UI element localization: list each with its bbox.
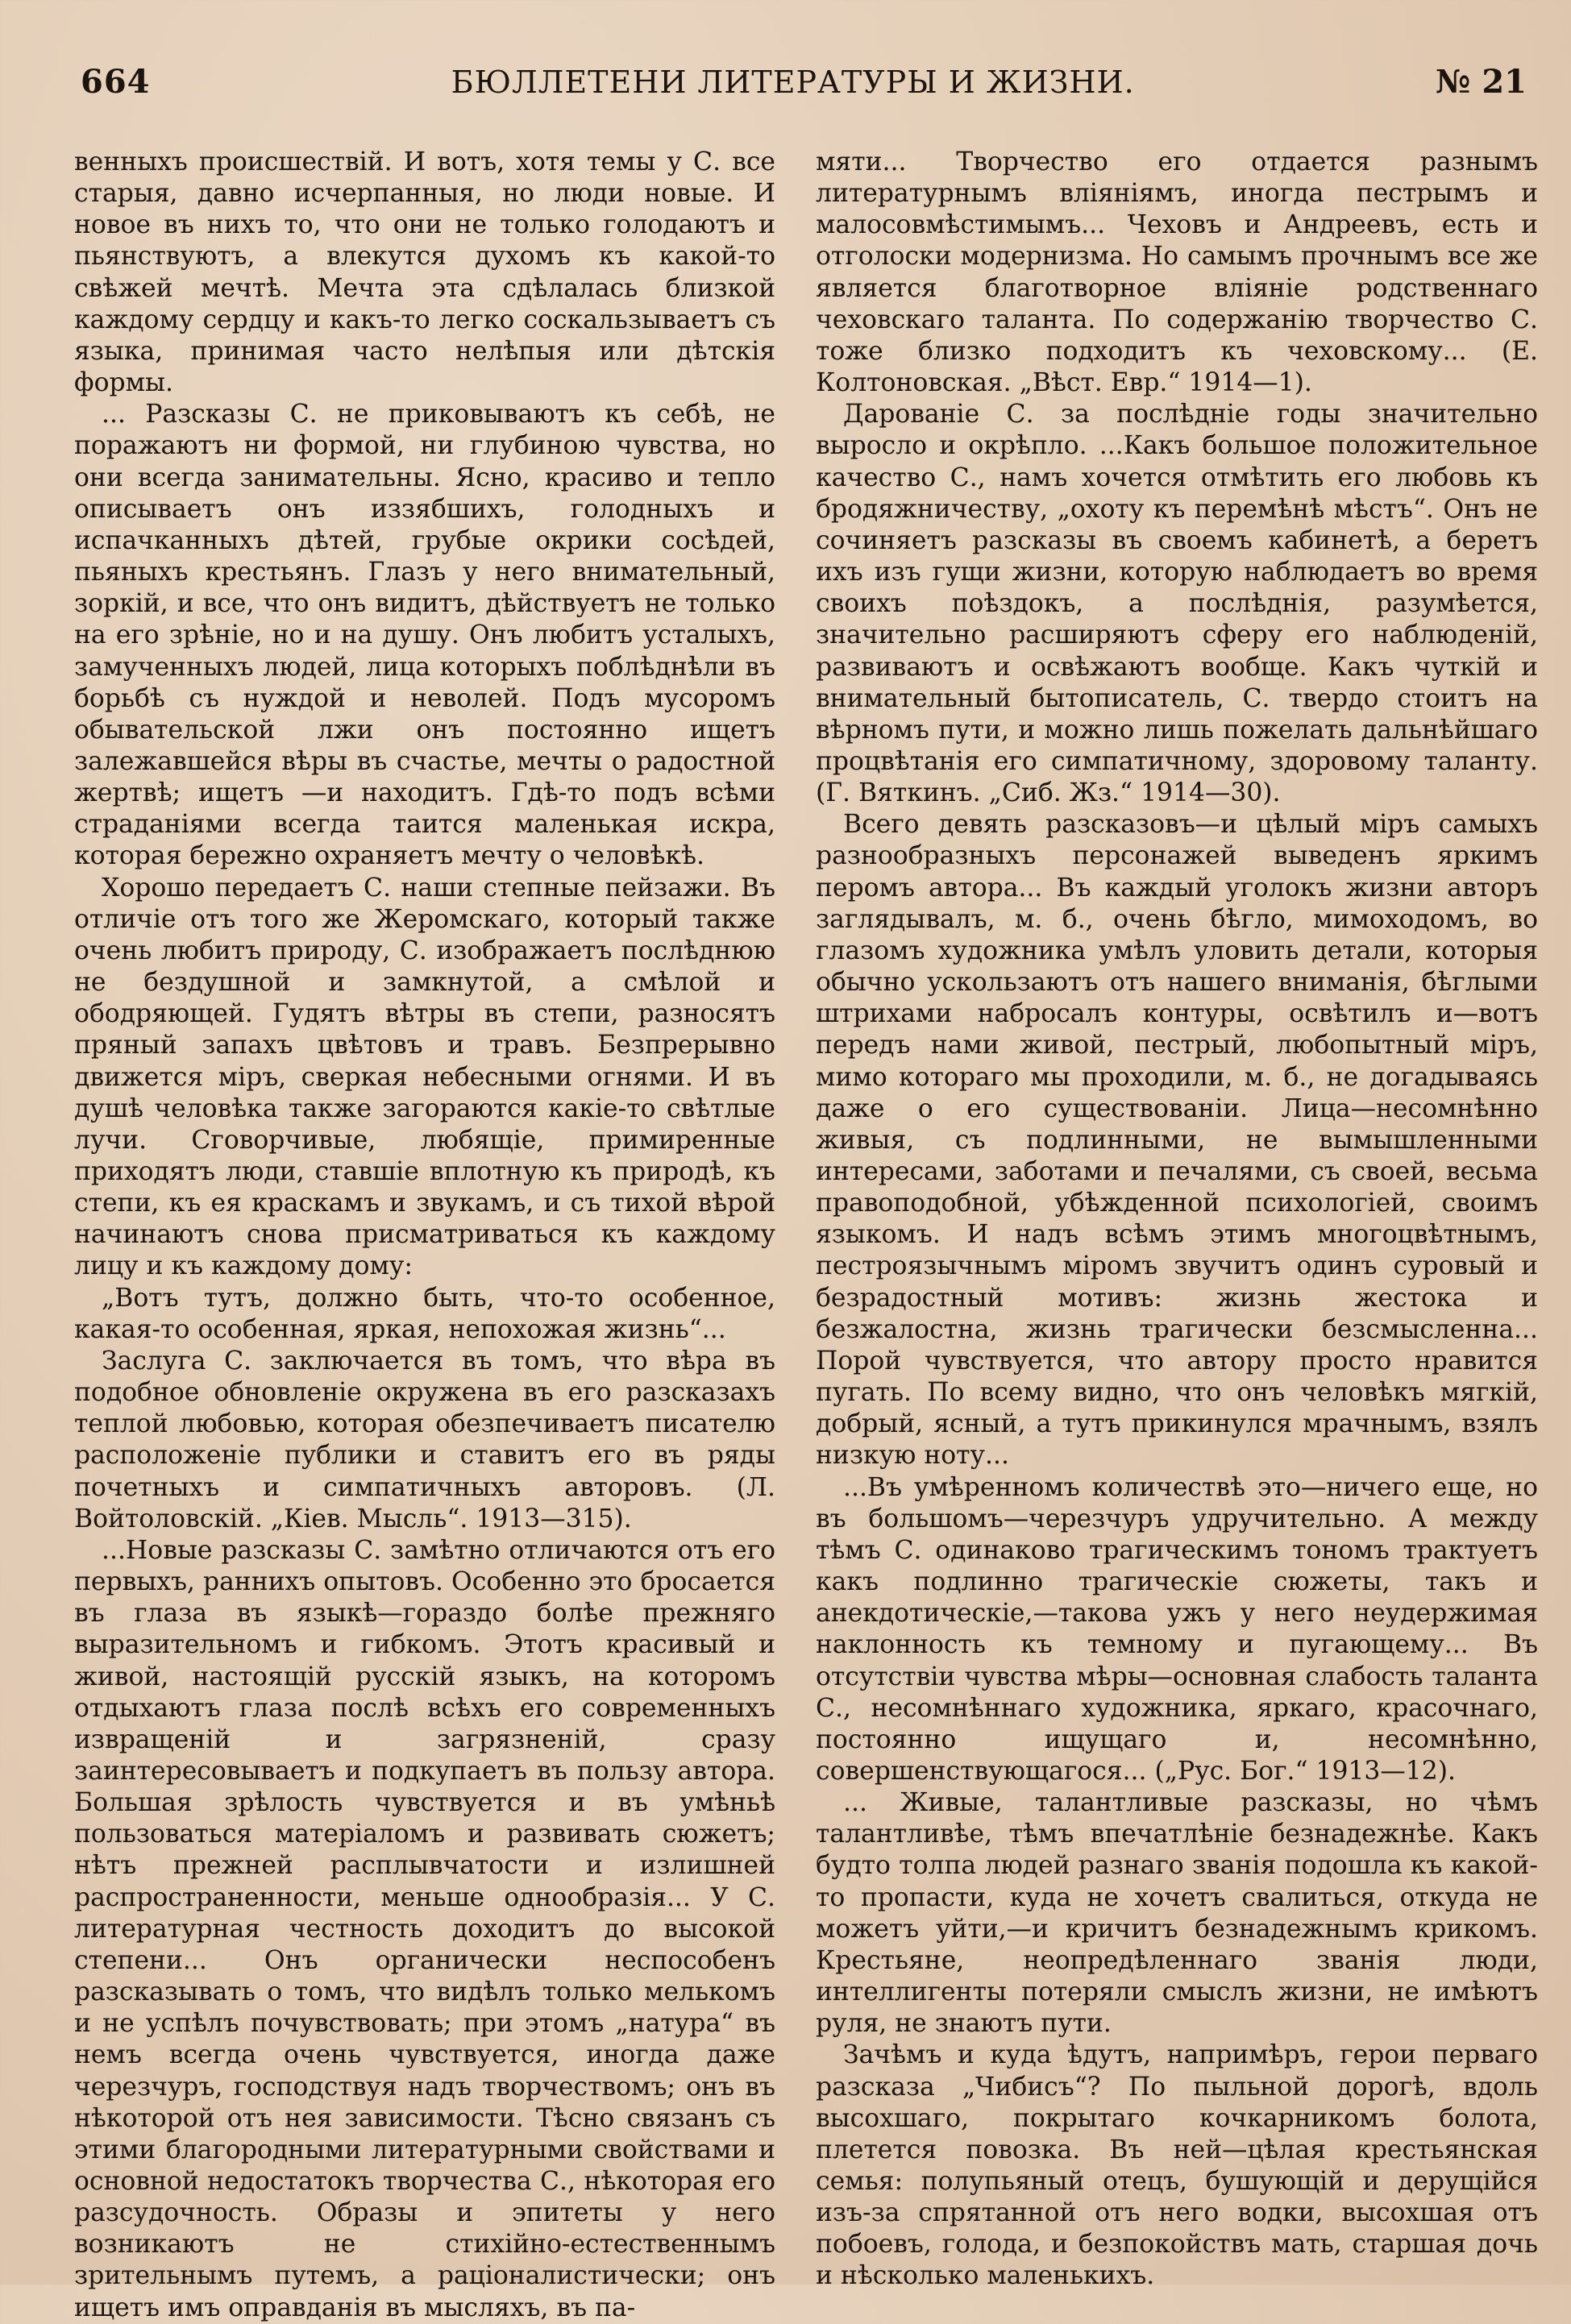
paragraph: венныхъ происшествій. И вотъ, хотя темы у С. все старыя, давно исчерпанныя, но люди новые. И новое въ нихъ то, что они не только голодаютъ и пьянствуютъ, а влекутся духомъ къ какой-то свѣжей мечтѣ. Мечта эта сдѣлалась близкой каждому сердцу и какъ-то легко соскальзываетъ съ языка, принимая часто нелѣпыя или дѣтскія формы. bbox=[74, 147, 775, 398]
issue-number: № 21 bbox=[1435, 63, 1527, 101]
paragraph: Всего девять разсказовъ—и цѣлый міръ самыхъ разнообразныхъ персонажей выведенъ яркимъ перомъ автора... Въ каждый уголокъ жизни авторъ заглядывалъ, м. б., очень бѣгло, мимоходомъ, во глазомъ художника умѣлъ уловить детали, которыя обычно ускользаютъ отъ нашего вниманія, бѣглыми штрихами набросалъ контуры, освѣтилъ и—вотъ передъ нами живой, пестрый, любопытный міръ, мимо котораго мы проходили, м. б., не догадываясь даже о его существованіи. Лица—несомнѣнно живыя, съ подлинными, не вымышленными интересами, заботами и печалями, съ своей, весьма правоподобной, убѣжденной психологіей, своимъ языкомъ. И надъ всѣмъ этимъ многоцвѣтнымъ, пестроязычнымъ міромъ звучитъ одинъ суровый и безрадостный мотивъ: жизнь жестока и безжалостна, жизнь трагически безсмысленна... Порой чувствуется, что автору просто нравится пугать. По всему видно, что онъ человѣкъ мягкій, добрый, ясный, а тутъ прикинулся мрачнымъ, взялъ низкую ноту... bbox=[816, 810, 1538, 1471]
paragraph: Зачѣмъ и куда ѣдутъ, напримѣръ, герои перваго разсказа „Чибисъ“? По пыльной дорогѣ, вдоль высохшаго, покрытаго кочкарникомъ болота, плетется повозка. Въ ней—цѣлая крестьянская семья: полупьяный отецъ, бушующій и дерущійся изъ-за спрятанной отъ него водки, высохшая отъ побоевъ, голода, и безпокойствъ мать, старшая дочь и нѣсколько маленькихъ. bbox=[816, 2040, 1538, 2291]
paragraph: Заслуга С. заключается въ томъ, что вѣра въ подобное обновленіе окружена въ его разсказахъ теплой любовью, которая обезпечиваетъ писателю расположеніе публики и ставитъ его въ ряды почетныхъ и симпатичныхъ авторовъ. (Л. Войтоловскій. „Кіев. Мысль“. 1913—315). bbox=[74, 1346, 775, 1533]
page-number: 664 bbox=[81, 63, 151, 101]
right-column bbox=[816, 147, 1538, 2291]
quotation: „Вотъ тутъ, должно быть, что-то особенное, какая-то особенная, яркая, непохожая жизнь“... bbox=[74, 1283, 775, 1344]
paragraph: ... Живые, талантливые разсказы, но чѣмъ талантливѣе, тѣмъ впечатлѣніе безнадежнѣе. Какъ будто толпа людей разнаго званія подошла къ какой-то пропасти, куда не хочетъ свалиться, откуда не можетъ уйти,—и кричитъ безнадежнымъ крикомъ. Крестьяне, неопредѣленнаго званія люди, интеллигенты потеряли смыслъ жизни, не имѣютъ руля, не знаютъ пути. bbox=[816, 1788, 1538, 2039]
paragraph: Хорошо передаетъ С. наши степные пейзажи. Въ отличіе отъ того же Жеромскаго, который также очень любитъ природу, С. изображаетъ послѣднюю не бездушной и замкнутой, а смѣлой и ободряющей. Гудятъ вѣтры въ степи, разносятъ пряный запахъ цвѣтовъ и травъ. Безпрерывно движется міръ, сверкая небесными огнями. И въ душѣ человѣка также загораются какіе-то свѣтлые лучи. Сговорчивые, любящіе, примиренные приходятъ люди, ставшіе вплотную къ природѣ, къ степи, къ ея краскамъ и звукамъ, и съ тихой вѣрой начинаютъ снова присматриваться къ каждому лицу и къ каждому дому: bbox=[74, 873, 775, 1281]
paragraph: ...Новые разсказы С. замѣтно отличаются отъ его первыхъ, раннихъ опытовъ. Особенно это бросается въ глаза въ языкѣ—гораздо болѣе прежняго выразительномъ и гибкомъ. Этотъ красивый и живой, настоящій русскій языкъ, на которомъ отдыхаютъ глаза послѣ всѣхъ его современныхъ извращеній и загрязненій, сразу заинтересовываетъ и подкупаетъ въ пользу автора. Большая зрѣлость чувствуется и въ умѣньѣ пользоваться матеріаломъ и развивать сюжетъ; нѣтъ прежней расплывчатости и излишней распространенности, меньше однообразія... У С. литературная честность доходитъ до высокой степени... Онъ органически неспособенъ разсказывать о томъ, что видѣлъ только мелькомъ и не успѣлъ почувствовать; при этомъ „натура“ въ немъ всегда очень чувствуется, иногда даже черезчуръ, господствуя надъ творчествомъ; онъ въ нѣкоторой отъ нея зависимости. Тѣсно связанъ съ этими благородными литературными свойствами и основной недостатокъ творчества С., нѣкоторая его разсудочность. Образы и эпитеты у него возникаютъ не стихійно-естественнымъ зрительнымъ путемъ, а раціоналистически; онъ ищетъ имъ оправданія въ мысляхъ, въ па- bbox=[74, 1535, 775, 2322]
paragraph: мяти... Творчество его отдается разнымъ литературнымъ вліяніямъ, иногда пестрымъ и малосовмѣстимымъ... Чеховъ и Андреевъ, есть и отголоски модернизма. Но самымъ прочнымъ все же является благотворное вліяніе родственнаго чеховскаго таланта. По содержанію творчество С. тоже близко подходитъ къ чеховскому... (Е. Колтоновская. „Вѣст. Евр.“ 1914—1). bbox=[816, 147, 1538, 398]
left-column bbox=[74, 147, 775, 2322]
page-header bbox=[81, 63, 1527, 111]
paragraph: ... Разсказы С. не приковываютъ къ себѣ, не поражаютъ ни формой, ни глубиною чувства, но они всегда занимательны. Ясно, красиво и тепло описываетъ онъ иззябшихъ, голодныхъ и испачканныхъ дѣтей, грубые окрики сосѣдей, пьяныхъ крестьянъ. Глазъ у него внимательный, зоркій, и все, что онъ видитъ, дѣйствуетъ не только на его зрѣніе, но и на душу. Онъ любитъ усталыхъ, замученныхъ людей, лица которыхъ поблѣднѣли въ борьбѣ съ нуждой и неволей. Подъ мусоромъ обывательской лжи онъ постоянно ищетъ залежавшейся вѣры въ счастье, мечты о радостной жертвѣ; ищетъ —и находитъ. Гдѣ-то подъ всѣми страданіями всегда таится маленькая искра, которая бережно охраняетъ мечту о человѣкѣ. bbox=[74, 400, 775, 871]
running-title: БЮЛЛЕТЕНИ ЛИТЕРАТУРЫ И ЖИЗНИ. bbox=[451, 64, 1135, 100]
paragraph: Дарованіе С. за послѣдніе годы значительно выросло и окрѣпло. ...Какъ большое положительное качество С., намъ хочется отмѣтить его любовь къ бродяжничеству, „охоту къ перемѣнѣ мѣстъ“. Онъ не сочиняетъ разсказы въ своемъ кабинетѣ, а беретъ ихъ изъ гущи жизни, которую наблюдаетъ во время своихъ поѣздокъ, а послѣднія, разумѣется, значительно расширяютъ сферу его наблюденій, развиваютъ и освѣжаютъ вообще. Какъ чуткій и внимательный бытописатель, С. твердо стоитъ на вѣрномъ пути, и можно лишь пожелать дальнѣйшаго процвѣтанія его симпатичному, здоровому таланту. (Г. Вяткинъ. „Сиб. Жз.“ 1914—30). bbox=[816, 400, 1538, 808]
paragraph: ...Въ умѣренномъ количествѣ это—ничего еще, но въ большомъ—черезчуръ удручительно. А между тѣмъ С. одинаково трагическимъ тономъ трактуетъ какъ подлинно трагическіе сюжеты, такъ и анекдотическіе,—такова ужъ у него неудержимая наклонность къ темному и пугающему... Въ отсутствіи чувства мѣры—основная слабость таланта С., несомнѣннаго художника, яркаго, красочнаго, постоянно ищущаго и, несомнѣнно, совершенствующагося... („Рус. Бог.“ 1913—12). bbox=[816, 1472, 1538, 1786]
